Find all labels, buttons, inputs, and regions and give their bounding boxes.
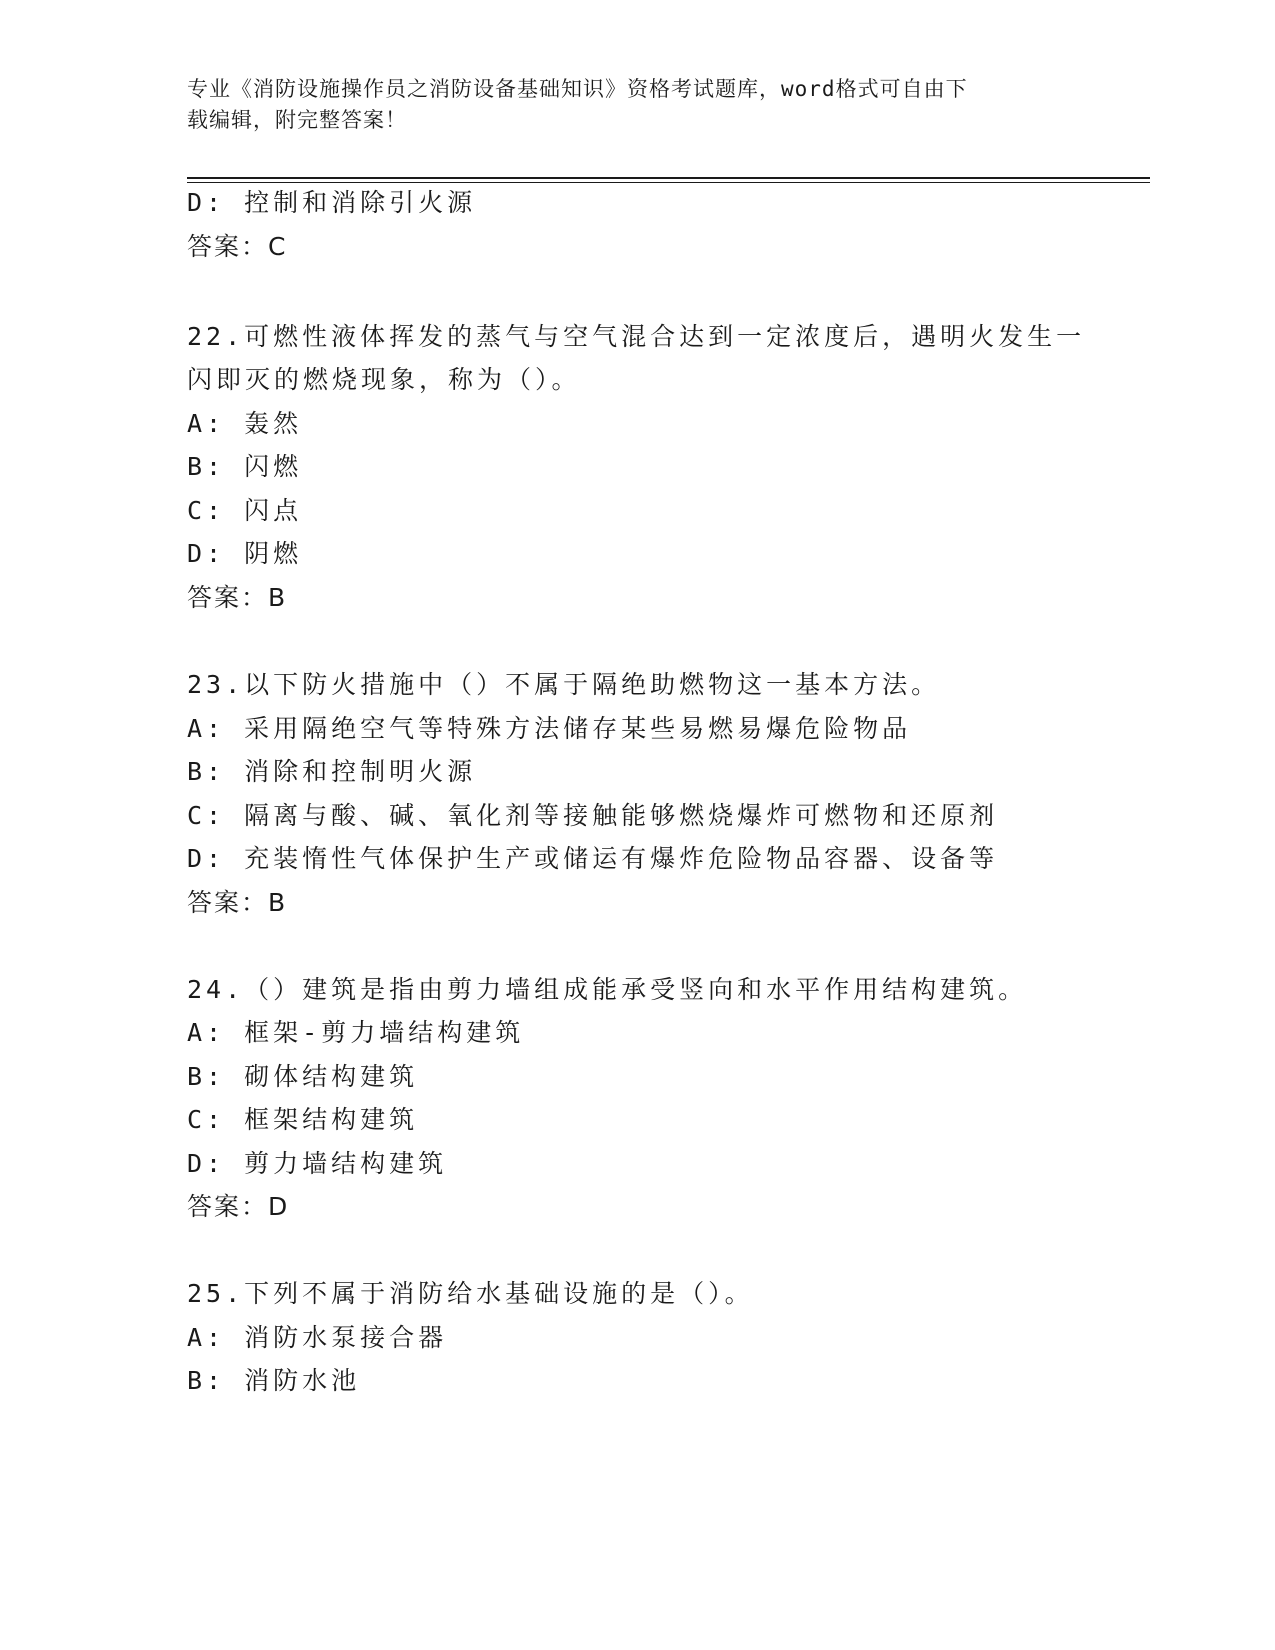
header-rule-thick — [187, 177, 1150, 179]
header-line-2: 载编辑，附完整答案！ — [187, 108, 407, 132]
q24-stem: 24.（）建筑是指由剪力墙组成能承受竖向和水平作用结构建筑。 — [187, 975, 1028, 1004]
q24-answer: 答案：D — [187, 1192, 290, 1221]
q23-option-d: D: 充装惰性气体保护生产或储运有爆炸危险物品容器、设备等 — [187, 844, 999, 873]
prev-answer: 答案：C — [187, 232, 288, 261]
q24-option-a: A: 框架-剪力墙结构建筑 — [187, 1018, 525, 1047]
q23-answer: 答案：B — [187, 888, 288, 917]
q25-stem: 25.下列不属于消防给水基础设施的是（）。 — [187, 1279, 754, 1308]
q23-option-c: C: 隔离与酸、碱、氧化剂等接触能够燃烧爆炸可燃物和还原剂 — [187, 801, 999, 830]
q22-stem-line-1: 22.可燃性液体挥发的蒸气与空气混合达到一定浓度后，遇明火发生一 — [187, 322, 1086, 351]
q22-option-c: C: 闪点 — [187, 496, 303, 525]
q23-stem: 23.以下防火措施中（）不属于隔绝助燃物这一基本方法。 — [187, 670, 941, 699]
q23-option-b: B: 消除和控制明火源 — [187, 757, 477, 786]
document-header — [187, 74, 1067, 136]
q24-option-d: D: 剪力墙结构建筑 — [187, 1149, 448, 1178]
q23-option-a: A: 采用隔绝空气等特殊方法储存某些易燃易爆危险物品 — [187, 714, 912, 743]
q24-option-c: C: 框架结构建筑 — [187, 1105, 419, 1134]
q22-option-d: D: 阴燃 — [187, 539, 303, 568]
q25-option-b: B: 消防水池 — [187, 1366, 361, 1395]
prev-option-d: D: 控制和消除引火源 — [187, 188, 477, 217]
q22-option-b: B: 闪燃 — [187, 452, 303, 481]
q24-option-b: B: 砌体结构建筑 — [187, 1062, 419, 1091]
header-rule-thin — [187, 182, 1150, 183]
q22-option-a: A: 轰然 — [187, 409, 303, 438]
q22-stem-line-2: 闪即灭的燃烧现象，称为（）。 — [187, 365, 581, 394]
q22-answer: 答案：B — [187, 583, 288, 612]
q25-option-a: A: 消防水泵接合器 — [187, 1323, 448, 1352]
header-line-1: 专业《消防设施操作员之消防设备基础知识》资格考试题库，word格式可自由下 — [187, 77, 968, 101]
